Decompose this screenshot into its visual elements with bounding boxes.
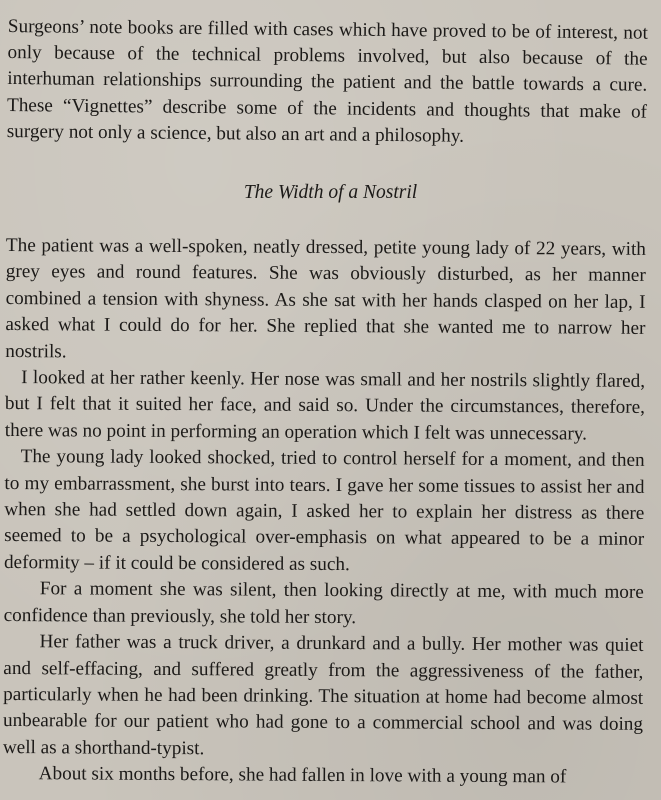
paragraph-5: Her father was a truck driver, a drunkard and a bully. Her mother was quiet and self-effacing, and suffered greatly from the aggressiveness of the father, particularly when he had been drinking. The situation at home had become almost unbearable for our patient who had gone to a commercial school and was doing well as a shorthand-typist. bbox=[2, 631, 644, 759]
section-heading: The Width of a Nostril bbox=[243, 182, 418, 203]
paragraph-1: The patient was a well-spoken, neatly dressed, petite young lady of 22 years, with grey eyes and round features. She was obviously disturbed, as her manner combined a tension with shyness. As she sat with her hands clasped on her lap, I asked what I could do for her. She replied that she wanted me to narrow her nostrils. bbox=[5, 234, 646, 362]
paragraph-4: For a moment she was silent, then looking directly at me, with much more confidence than previously, she told her story. bbox=[3, 578, 644, 628]
intro-paragraph bbox=[7, 14, 648, 152]
paragraph-3: The young lady looked shocked, tried to control herself for a moment, and then to my embarrassment, she burst into tears. I gave her some tissues to assist her and when she had settled down again, I asked her to explain her distress as there seemed to be a psychological over-emphasis on what appeared to be a minor deformity – if it could be considered as such. bbox=[3, 446, 645, 575]
paragraph-6: About six months before, she had fallen in love with a young man of bbox=[38, 763, 567, 788]
section-body bbox=[3, 233, 646, 791]
intro-text: Surgeons’ note books are filled with cases which have proved to be of interest, not only because of the technical problems involved, but also because of the interhuman relationships surrounding the patient and the battle towards a cure. These “Vignettes” describe some of the incidents and thoughts that make of surgery not only a science, but also an art and a philosophy. bbox=[6, 15, 648, 147]
paragraph-2: I looked at her rather keenly. Her nose was small and her nostrils slightly flared, but I felt that it suited her face, and said so. Under the circumstances, therefore, there was no point in performing an operation which I felt was unnecessary. bbox=[4, 367, 646, 445]
